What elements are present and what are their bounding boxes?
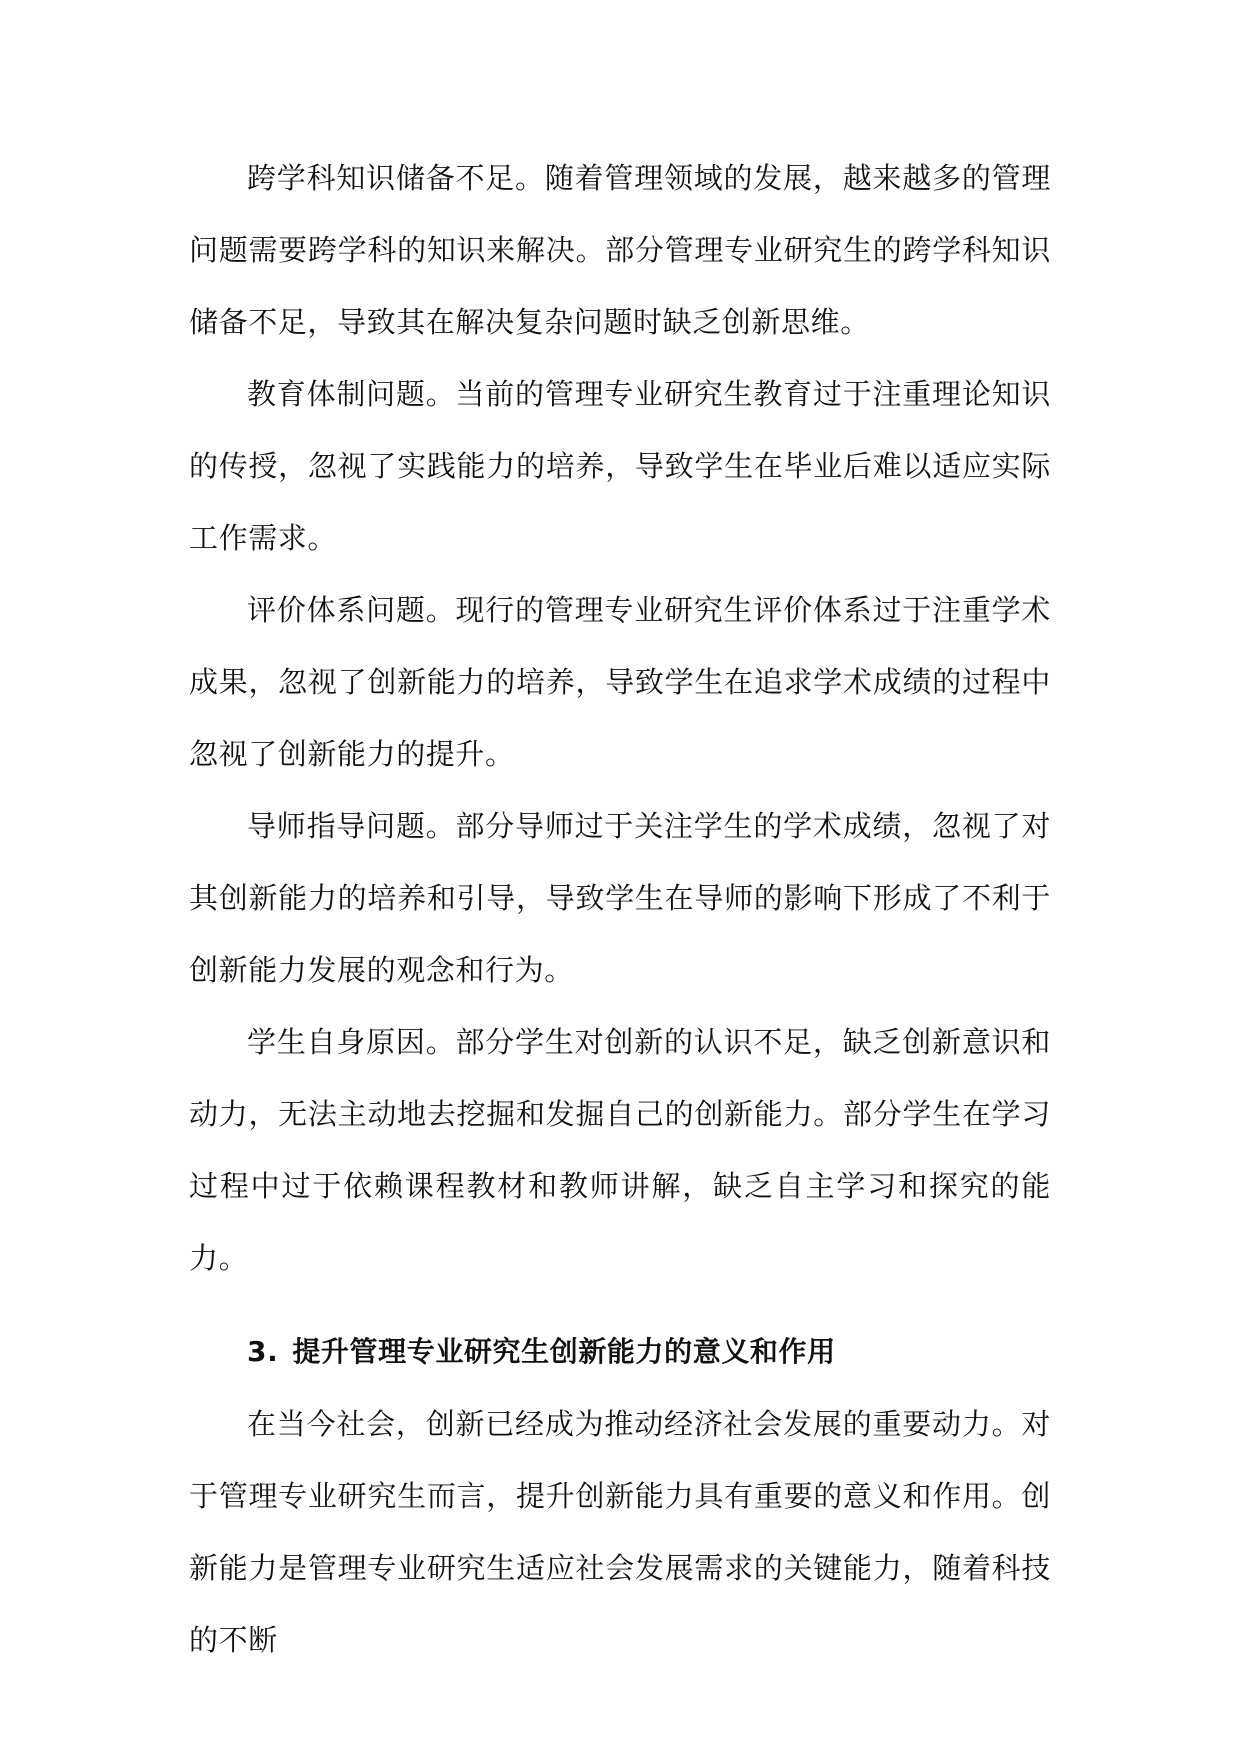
paragraph-evaluation-system: 评价体系问题。现行的管理专业研究生评价体系过于注重学术成果，忽视了创新能力的培养，导致学生在追求学术成绩的过程中忽视了创新能力的提升。 xyxy=(189,593,1051,771)
paragraph-student-factors: 学生自身原因。部分学生对创新的认识不足，缺乏创新意识和动力，无法主动地去挖掘和发掘自己的创新能力。部分学生在学习过程中过于依赖课程教材和教师讲解，缺乏自主学习和探究的能力。 xyxy=(189,1025,1051,1275)
document-page xyxy=(189,142,1051,1676)
paragraph-interdisciplinary-knowledge: 跨学科知识储备不足。随着管理领域的发展，越来越多的管理问题需要跨学科的知识来解决。部分管理专业研究生的跨学科知识储备不足，导致其在解决复杂问题时缺乏创新思维。 xyxy=(189,161,1051,339)
paragraph-supervisor-guidance: 导师指导问题。部分导师过于关注学生的学术成绩，忽视了对其创新能力的培养和引导，导致学生在导师的影响下形成了不利于创新能力发展的观念和行为。 xyxy=(189,809,1051,987)
section-heading xyxy=(189,1316,1051,1388)
section-title: 提升管理专业研究生创新能力的意义和作用 xyxy=(292,1335,836,1368)
paragraph-education-system: 教育体制问题。当前的管理专业研究生教育过于注重理论知识的传授，忽视了实践能力的培养，导致学生在毕业后难以适应实际工作需求。 xyxy=(189,377,1051,555)
section-number: 3. xyxy=(247,1335,279,1368)
paragraph-significance: 在当今社会，创新已经成为推动经济社会发展的重要动力。对于管理专业研究生而言，提升创新能力具有重要的意义和作用。创新能力是管理专业研究生适应社会发展需求的关键能力，随着科技的不断 xyxy=(189,1407,1051,1657)
